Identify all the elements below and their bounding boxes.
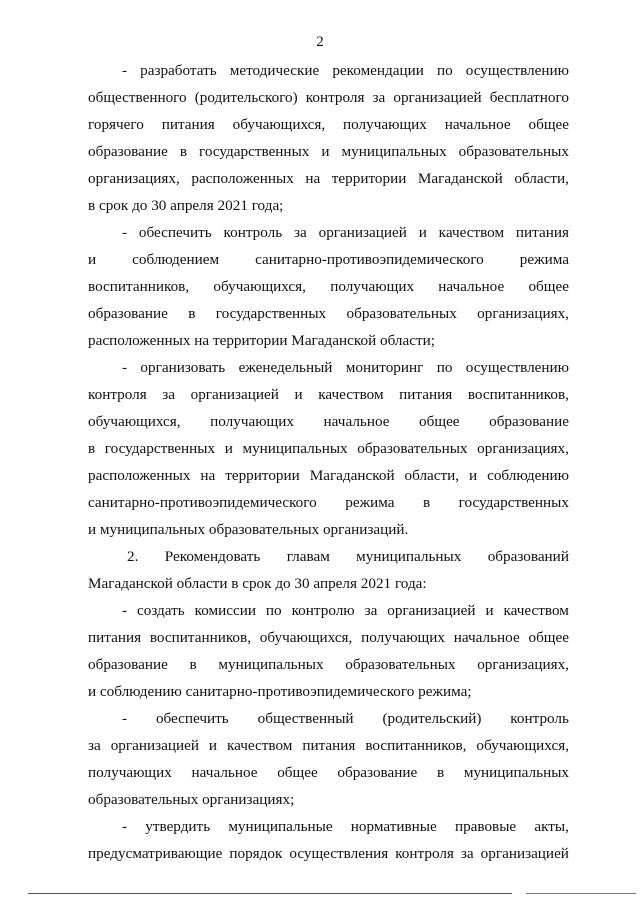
- word: государственных: [199, 143, 310, 160]
- word: общее: [277, 764, 318, 781]
- word: и: [485, 602, 494, 619]
- word: общее: [528, 629, 569, 646]
- word: методические: [229, 62, 320, 79]
- text-line: [122, 62, 569, 80]
- text-line: [122, 224, 569, 242]
- text-line: [88, 413, 569, 431]
- word: создать: [136, 602, 185, 619]
- word: общее: [528, 116, 569, 133]
- word: расположенных: [88, 467, 191, 484]
- word: по: [436, 62, 453, 79]
- word: режима: [345, 494, 395, 511]
- word: предусматривающие: [88, 845, 223, 862]
- word: санитарно-противоэпидемического: [255, 251, 484, 268]
- word: организовать: [140, 359, 226, 376]
- text-line: [127, 548, 569, 566]
- word: получающих: [210, 413, 294, 430]
- text-line: [88, 629, 569, 647]
- text-line: [122, 710, 569, 728]
- word: воспитанников,: [88, 278, 190, 295]
- word: правовые: [454, 818, 517, 835]
- text-line: [88, 494, 569, 512]
- word: контроль: [510, 710, 569, 727]
- word: Рекомендовать: [164, 548, 261, 565]
- word: области,: [514, 170, 569, 187]
- word: нормативные: [350, 818, 437, 835]
- text-line: [122, 359, 569, 377]
- word: на: [305, 170, 321, 187]
- word: по: [436, 359, 453, 376]
- word: получающих: [343, 116, 427, 133]
- word: организациях,: [88, 170, 180, 187]
- word: за: [162, 386, 176, 403]
- text-line: и соблюдению санитарно-противоэпидемического режима;: [88, 683, 472, 700]
- word: организацией: [387, 602, 476, 619]
- word: воспитанников,: [365, 737, 467, 754]
- word: за: [294, 224, 307, 241]
- word: муниципальных: [218, 656, 324, 673]
- word: начальное: [444, 116, 511, 133]
- word: воспитанников,: [467, 386, 569, 403]
- word: мониторинг: [345, 359, 424, 376]
- word: обеспечить: [138, 224, 212, 241]
- word: организацией: [190, 386, 279, 403]
- word: на: [200, 467, 216, 484]
- word: территории: [331, 170, 407, 187]
- word: контролю: [291, 602, 355, 619]
- word: -: [122, 224, 128, 241]
- text-line: [88, 278, 569, 296]
- word: в: [436, 764, 445, 781]
- word: за: [364, 602, 378, 619]
- word: (родительский): [382, 710, 482, 727]
- word: режима: [519, 251, 569, 268]
- text-line: [88, 845, 569, 863]
- word: в: [179, 143, 188, 160]
- word: питания: [161, 116, 215, 133]
- word: государственных: [458, 494, 569, 511]
- text-line: [88, 305, 569, 323]
- word: муниципальных: [356, 548, 462, 565]
- word: и: [208, 737, 218, 754]
- word: главам: [286, 548, 330, 565]
- word: организациях,: [477, 440, 569, 457]
- word: расположенных: [191, 170, 294, 187]
- word: рекомендации: [332, 62, 424, 79]
- word: разработать: [140, 62, 217, 79]
- scan-edge-line: [28, 893, 512, 894]
- page-number: 2: [316, 34, 324, 50]
- word: порядок: [229, 845, 283, 862]
- word: организацией: [318, 224, 407, 241]
- word: и: [294, 386, 303, 403]
- word: Магаданской: [417, 170, 503, 187]
- word: за: [88, 737, 101, 754]
- word: получающих: [330, 278, 415, 295]
- word: и: [418, 224, 427, 241]
- word: -: [122, 602, 128, 619]
- word: питания: [399, 386, 453, 403]
- word: общественный: [257, 710, 354, 727]
- word: области,: [404, 467, 460, 484]
- word: организацией: [480, 845, 569, 862]
- word: обучающихся,: [88, 413, 181, 430]
- text-line: и муниципальных образовательных организаций.: [88, 521, 409, 538]
- word: воспитанников,: [149, 629, 251, 646]
- word: в: [422, 494, 431, 511]
- word: образование: [489, 413, 569, 430]
- word: образовательных: [345, 656, 456, 673]
- word: образование: [88, 305, 168, 322]
- word: и: [321, 143, 330, 160]
- word: -: [122, 818, 128, 835]
- word: организациях,: [477, 656, 569, 673]
- text-line: [88, 89, 569, 107]
- word: образовательных: [458, 143, 569, 160]
- scan-edge-line: [526, 893, 636, 894]
- word: осуществлению: [465, 359, 569, 376]
- text-line: [122, 602, 569, 620]
- word: питания: [302, 737, 356, 754]
- word: (родительского): [194, 89, 298, 106]
- word: качеством: [438, 224, 505, 241]
- text-line: [122, 818, 569, 836]
- text-line: [88, 386, 569, 404]
- word: общее: [528, 278, 569, 295]
- word: обучающихся,: [476, 737, 569, 754]
- word: получающих: [88, 764, 172, 781]
- word: государственных: [215, 305, 327, 322]
- word: образовательных: [357, 440, 468, 457]
- word: питания: [88, 629, 142, 646]
- word: организацией: [110, 737, 199, 754]
- word: в: [189, 656, 197, 673]
- word: в: [88, 440, 96, 457]
- word: качеством: [226, 737, 293, 754]
- word: образований: [487, 548, 569, 565]
- word: бесплатного: [489, 89, 569, 106]
- text-line: [88, 170, 569, 188]
- word: -: [122, 359, 128, 376]
- word: акты,: [534, 818, 569, 835]
- word: комиссии: [194, 602, 256, 619]
- word: за: [460, 845, 474, 862]
- word: -: [122, 62, 128, 79]
- text-line: [88, 116, 569, 134]
- word: обучающихся,: [213, 278, 306, 295]
- word: получающих: [361, 629, 445, 646]
- word: образование: [337, 764, 418, 781]
- text-line: [88, 251, 569, 269]
- word: санитарно-противоэпидемического: [88, 494, 317, 511]
- text-line: [88, 467, 569, 485]
- word: начальное: [191, 764, 258, 781]
- word: контроль: [223, 224, 283, 241]
- word: муниципальных: [242, 440, 348, 457]
- word: соблюдением: [132, 251, 220, 268]
- word: горячего: [88, 116, 144, 133]
- word: начальное: [438, 278, 505, 295]
- word: контроля: [88, 386, 147, 403]
- text-line: [88, 737, 569, 755]
- word: питания: [515, 224, 569, 241]
- text-line: Магаданской области в срок до 30 апреля 2021 года:: [88, 575, 427, 592]
- word: осуществлению: [465, 62, 569, 79]
- text-line: [88, 440, 569, 458]
- word: обучающихся,: [259, 629, 353, 646]
- word: осуществления: [289, 845, 389, 862]
- text-line: [88, 143, 569, 161]
- word: муниципальных: [463, 764, 569, 781]
- word: муниципальные: [228, 818, 333, 835]
- word: и: [469, 467, 478, 484]
- word: организацией: [393, 89, 482, 106]
- word: начальное: [323, 413, 390, 430]
- word: еженедельный: [238, 359, 333, 376]
- word: за: [372, 89, 386, 106]
- word: контроля: [395, 845, 454, 862]
- word: утвердить: [145, 818, 211, 835]
- word: и: [88, 251, 97, 268]
- word: общее: [419, 413, 460, 430]
- word: территории: [225, 467, 300, 484]
- word: по: [265, 602, 282, 619]
- text-line: [88, 764, 569, 782]
- text-line: [88, 656, 569, 674]
- word: образование: [88, 656, 168, 673]
- text-line: образовательных организациях;: [88, 791, 295, 808]
- word: 2.: [127, 548, 139, 565]
- word: организациях,: [477, 305, 569, 322]
- word: обеспечить: [155, 710, 229, 727]
- word: -: [122, 710, 128, 727]
- text-line: расположенных на территории Магаданской области;: [88, 332, 435, 349]
- text-line: в срок до 30 апреля 2021 года;: [88, 197, 284, 214]
- word: в: [188, 305, 196, 322]
- word: муниципальных: [341, 143, 447, 160]
- word: качеством: [318, 386, 384, 403]
- word: начальное: [453, 629, 520, 646]
- word: образовательных: [346, 305, 457, 322]
- word: государственных: [104, 440, 216, 457]
- word: и: [224, 440, 233, 457]
- word: Магаданской: [309, 467, 395, 484]
- word: соблюдению: [487, 467, 569, 484]
- word: качеством: [503, 602, 569, 619]
- word: образование: [88, 143, 168, 160]
- word: обучающихся,: [232, 116, 326, 133]
- word: общественного: [88, 89, 187, 106]
- word: контроля: [305, 89, 365, 106]
